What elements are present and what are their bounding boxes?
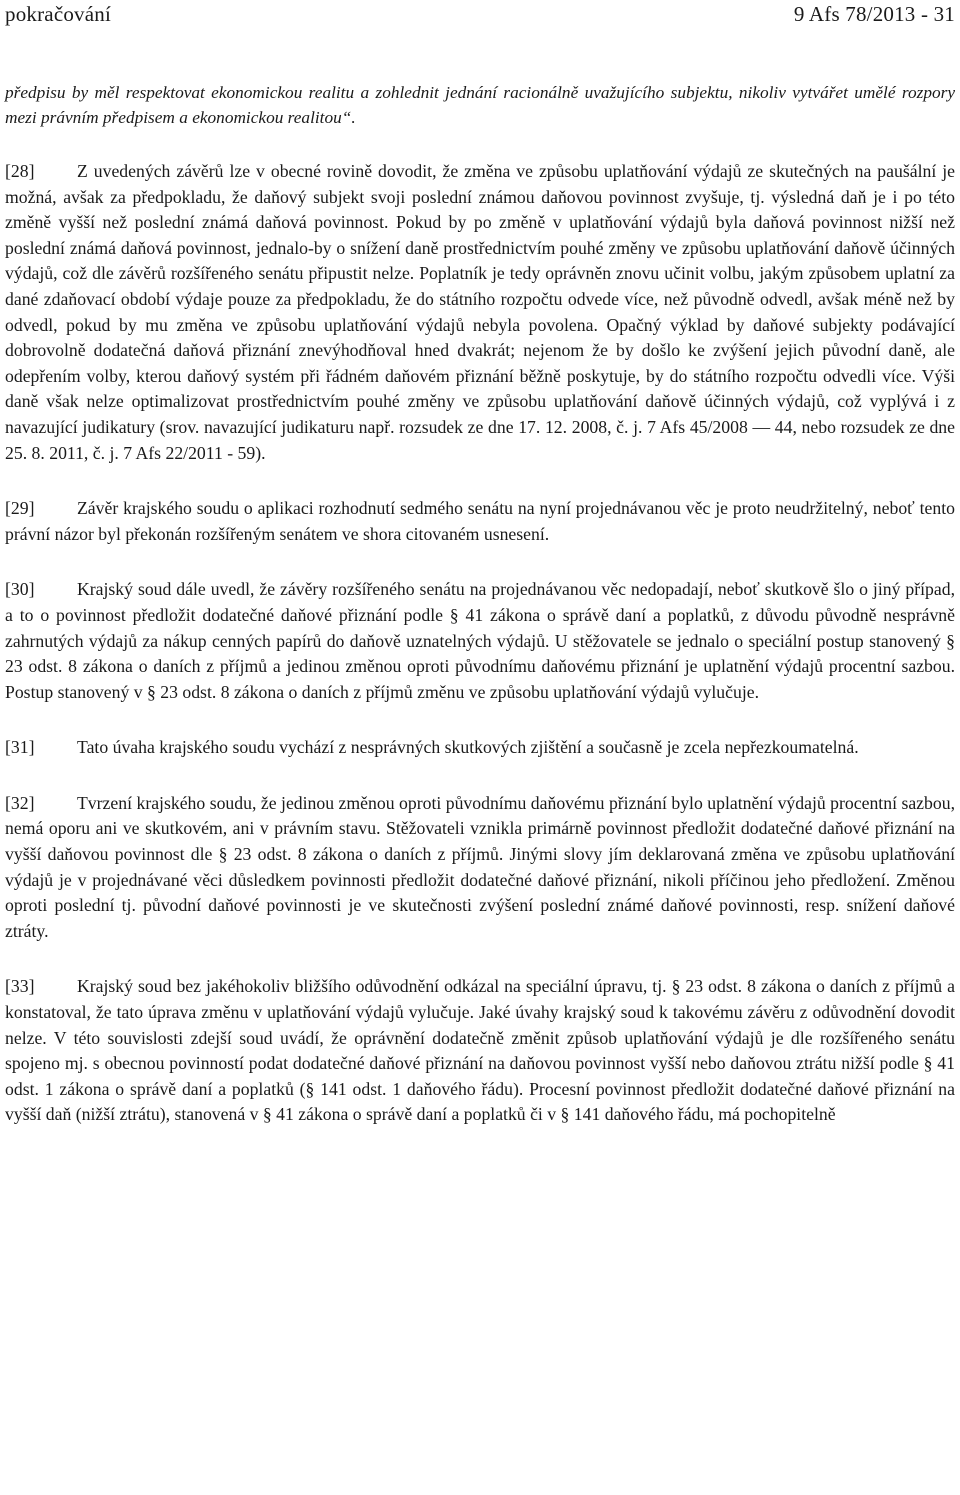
paragraph-33 <box>5 974 955 1128</box>
paragraph-text: Tvrzení krajského soudu, že jedinou změnou oproti původnímu daňovému přiznání bylo uplatnění výdajů procentní sazbou, nemá oporu ani ve skutkovém, ani v právním stavu. Stěžovateli vznikla primárně povinnost předložit dodatečné daňové přiznání na vyšší daňovou povinnost dle § 23 odst. 8 zákona o daních z příjmů. Jinými slovy jím deklarovaná změna ve způsobu uplatňování výdajů je v projednávané věci důsledkem povinnosti předložit dodatečné daňové přiznání, nikoli příčinou jeho předložení. Změnou oproti poslední tj. původní daňové povinnosti je ve skutečnosti zvýšení poslední známé daňové povinnosti, resp. snížení daňové ztráty. <box>5 792 955 941</box>
paragraph-28 <box>5 159 955 466</box>
paragraph-number: [28] <box>5 161 35 181</box>
paragraph-number: [32] <box>5 792 35 813</box>
document-page <box>5 0 955 1128</box>
paragraph-number: [31] <box>5 737 35 758</box>
paragraph-30 <box>5 577 955 705</box>
paragraph-text: Tato úvaha krajského soudu vychází z nesprávných skutkových zjištění a současně je zcela nepřezkoumatelná. <box>77 737 859 758</box>
paragraph-text: Krajský soud bez jakéhokoliv bližšího odůvodnění odkázal na speciální úpravu, tj. § 23 odst. 8 zákona o daních z příjmů a konstatoval, že tato úprava změnu v uplatňování výdajů vylučuje. Jaké úvahy krajský soud k takovému závěru z odůvodnění dovodit nelze. V této souvislosti zdejší soud uvádí, že oprávnění dodatečně změnit způsob uplatňování výdajů je dle rozšířeného senátu spojeno mj. s obecnou povinností podat dodatečné daňové přiznání na daňovou povinnost vyšší nebo daňovou ztrátu nižší podle § 41 odst. 1 zákona o správě daní a poplatků (§ 141 odst. 1 daňového řádu). Procesní povinnost předložit dodatečné daňové přiznání na vyšší daň (nižší ztrátu), stanovená v § 41 zákona o správě daní a poplatků či v § 141 daňového řádu, má pochopitelně <box>5 976 955 1125</box>
header-case-number: 9 Afs 78/2013 - 31 <box>793 2 955 26</box>
paragraph-text: Krajský soud dále uvedl, že závěry rozšířeného senátu na projednávanou věc nedopadají, neboť skutkově šlo o jiný případ, a to o povinnost předložit dodatečné daňové přiznání podle § 41 zákona o správě daní a poplatků, z důvodu původně nesprávně zahrnutých výdajů za nákup cenných papírů do daňově uznatelných výdajů. U stěžovatele se jednalo o speciální postup stanovený § 23 odst. 8 zákona o daních z příjmů a jedinou změnou oproti původnímu daňovému přiznání je uplatnění výdajů procentní sazbou. Postup stanovený v § 23 odst. 8 zákona o daních z příjmů změnu ve způsobu uplatňování výdajů vylučuje. <box>5 579 955 702</box>
page-header <box>5 0 955 28</box>
paragraph-text: Závěr krajského soudu o aplikaci rozhodnutí sedmého senátu na nyní projednávanou věc je proto neudržitelný, neboť tento právní názor byl překonán rozšířeným senátem ve shora citovaném usnesení. <box>5 498 955 544</box>
paragraph-32 <box>5 791 955 945</box>
header-continuation-label: pokračování <box>5 2 111 26</box>
quoted-text: předpisu by měl respektovat ekonomickou realitu a zohlednit jednání racionálně uvažujícího subjektu, nikoliv vytvářet umělé rozpory mezi právním předpisem a ekonomickou realitou“. <box>5 83 955 127</box>
paragraph-number: [33] <box>5 976 35 997</box>
paragraph-29 <box>5 496 955 547</box>
paragraph-text: Z uvedených závěrů lze v obecné rovině dovodit, že změna ve způsobu uplatňování výdajů ze skutečných na paušální je možná, avšak za předpokladu, že daňový subjekt svoji poslední známou daňovou povinnost zvyšuje, tj. výsledná daň je i po této změně vyšší než poslední známá daňová povinnost. Pokud by po změně v uplatňování výdajů byla daňová povinnost nižší než poslední známá daňová povinnost, jednalo-by o snížení daně prostřednictvím pouhé změny ve způsobu uplatňování daňově účinných výdajů, což dle závěrů rozšířeného senátu připustit nelze. Poplatník je tedy oprávněn znovu učinit volbu, jakým způsobem uplatní za dané zdaňovací období výdaje pouze za předpokladu, že do státního rozpočtu odvede více, než původně odvedl, avšak méně než by odvedl, pokud by mu změna ve způsobu uplatňování výdajů nebyla povolena. Opačný výklad by daňové subjekty podávající dobrovolně dodatečná daňová přiznání znevýhodňoval hned dvakrát; nejenom že by došlo ke zvýšení jejich původní daně, ale odepřením volby, kterou daňový systém při řádném daňovém přiznání běžně poskytuje, by do státního rozpočtu odvedli více. Výši daně však nelze optimalizovat prostřednictvím pouhé změny ve způsobu uplatňování daňově účinných výdajů, což vyplývá i z navazující judikatury (srov. navazující judikaturu např. rozsudek ze dne 17. 12. 2008, č. j. 7 Afs 45/2008 — 44, nebo rozsudek ze dne 25. 8. 2011, č. j. 7 Afs 22/2011 - 59). <box>5 161 955 463</box>
paragraph-number: [29] <box>5 498 35 519</box>
paragraph-31 <box>5 735 955 761</box>
paragraph-number: [30] <box>5 579 35 600</box>
